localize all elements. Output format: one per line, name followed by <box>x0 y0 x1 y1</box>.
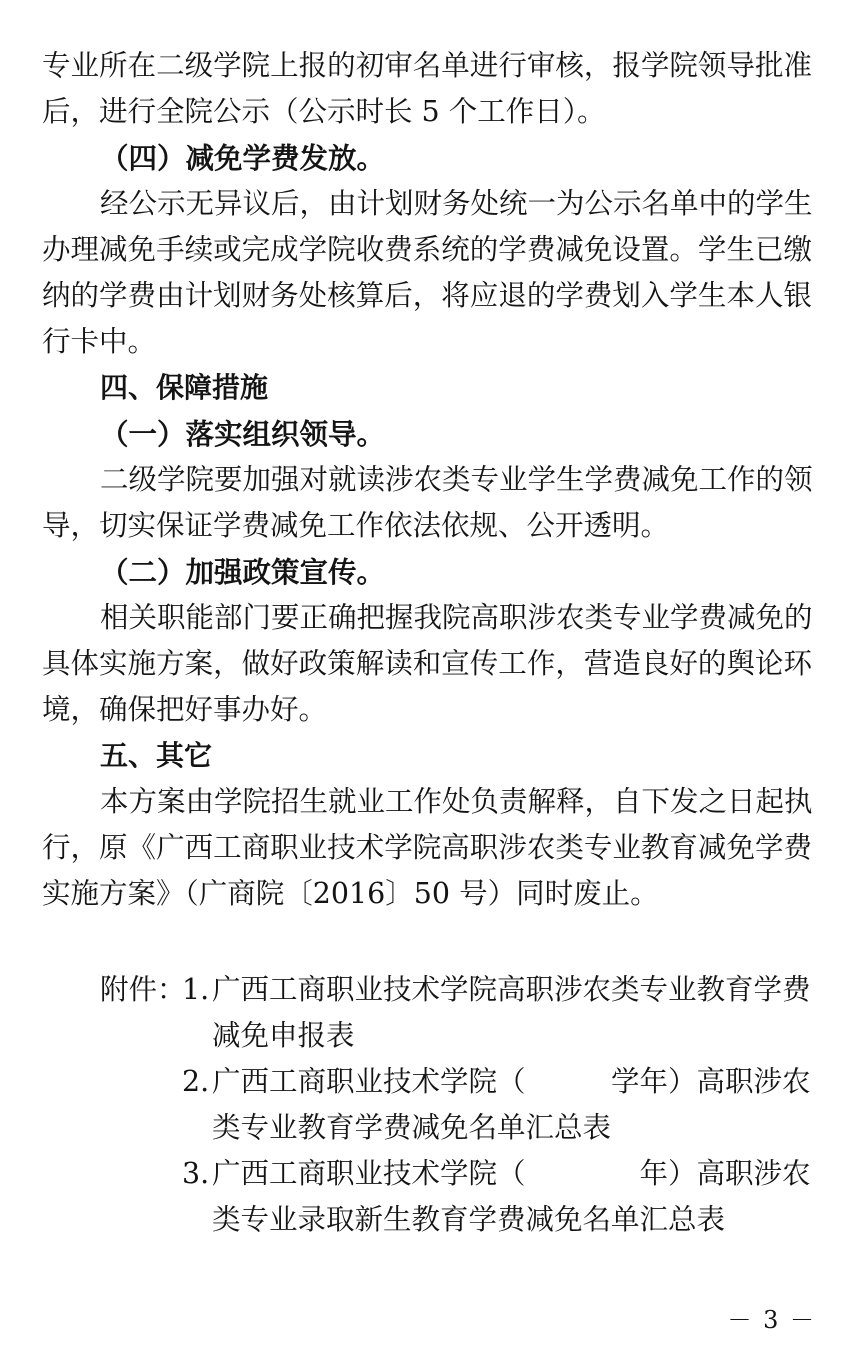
body-line: 二级学院要加强对就读涉农类专业学生学费减免工作的领 <box>100 463 813 496</box>
body-line: 境，确保把好事办好。 <box>42 693 328 726</box>
section-heading: 五、其它 <box>100 739 213 772</box>
attachment-title: 广西工商职业技术学院（ 年）高职涉农 <box>212 1157 811 1190</box>
attachment-number: 2. <box>182 1065 210 1098</box>
attachment-title: 广西工商职业技术学院（ 学年）高职涉农 <box>212 1065 811 1098</box>
subsection-heading: （一）落实组织领导。 <box>100 417 386 451</box>
section-heading: 四、保障措施 <box>100 371 269 404</box>
body-line: 专业所在二级学院上报的初审名单进行审核，报学院领导批准 <box>42 49 812 82</box>
body-line: 具体实施方案，做好政策解读和宣传工作，营造良好的舆论环 <box>42 647 812 680</box>
attachment-title: 广西工商职业技术学院高职涉农类专业教育学费 <box>212 973 811 1006</box>
subsection-heading: （四）减免学费发放。 <box>100 141 386 175</box>
body-line: 办理减免手续或完成学院收费系统的学费减免设置。学生已缴 <box>42 233 812 266</box>
attachment-title: 类专业教育学费减免名单汇总表 <box>212 1111 612 1144</box>
body-line: 行，原《广西工商职业技术学院高职涉农类专业教育减免学费 <box>42 831 812 864</box>
page-number: － 3 － <box>727 1306 816 1334</box>
body-line: 后，进行全院公示（公示时长 5 个工作日）。 <box>42 95 606 128</box>
attachment-number: 1. <box>182 973 210 1006</box>
attachment-title: 减免申报表 <box>212 1019 355 1052</box>
body-line: 行卡中。 <box>42 325 157 358</box>
body-line: 实施方案》（广商院〔2016〕50 号）同时废止。 <box>42 877 659 910</box>
attachments-label: 附件： <box>100 973 186 1006</box>
body-line: 经公示无异议后，由计划财务处统一为公示名单中的学生 <box>100 187 813 220</box>
body-line: 纳的学费由计划财务处核算后，将应退的学费划入学生本人银 <box>42 279 812 312</box>
body-line: 导，切实保证学费减免工作依法依规、公开透明。 <box>42 509 670 542</box>
body-line: 相关职能部门要正确把握我院高职涉农类专业学费减免的 <box>100 601 813 634</box>
body-line: 本方案由学院招生就业工作处负责解释，自下发之日起执 <box>100 785 813 818</box>
subsection-heading: （二）加强政策宣传。 <box>100 555 386 589</box>
attachment-title: 类专业录取新生教育学费减免名单汇总表 <box>212 1203 726 1236</box>
attachment-number: 3. <box>182 1157 210 1190</box>
